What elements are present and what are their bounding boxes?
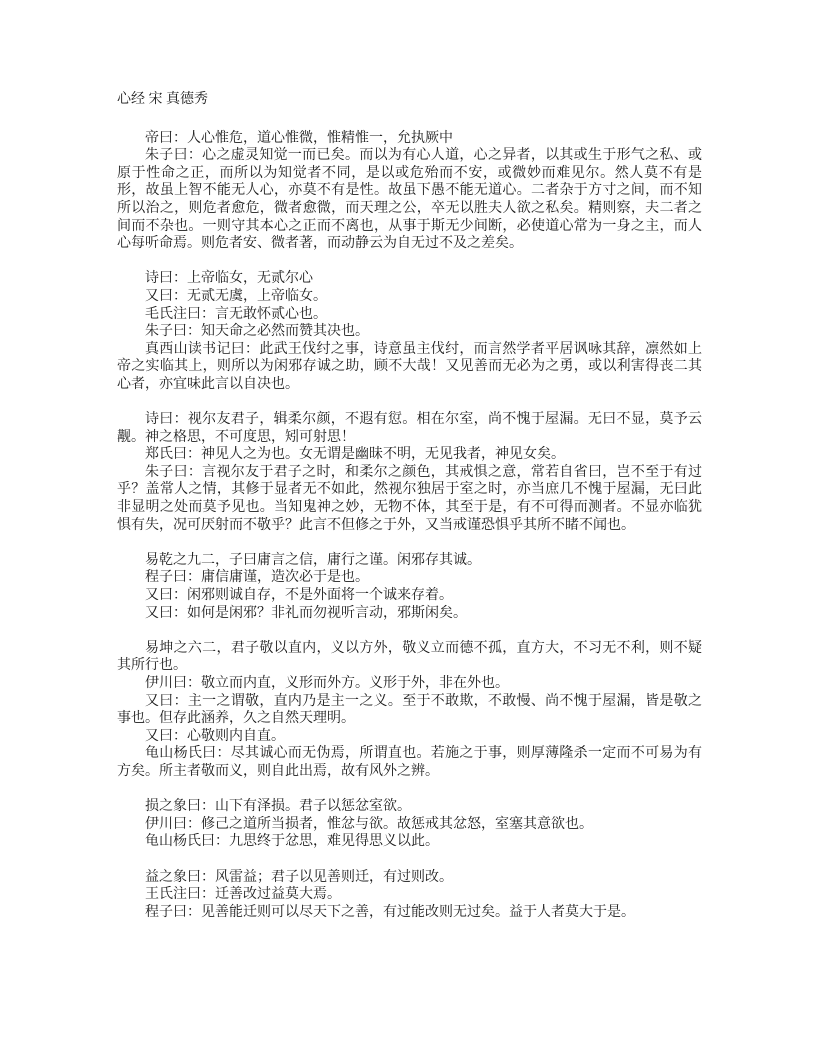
paragraph: 又曰：心敬则内自直。 — [145, 728, 285, 744]
paragraph: 郑氏曰：神见人之为也。女无谓是幽昧不明，无见我者，神见女矣。 — [145, 447, 565, 463]
paragraph: 诗曰：视尔友君子，辑柔尔颜，不遐有愆。相在尔室，尚不愧于屋漏。无曰不显，莫予云觏。神之格思，不可度思，矧可射思！ — [117, 412, 702, 445]
document-title: 心经 宋 真德秀 — [117, 92, 208, 107]
paragraph: 程子曰：见善能迁则可以尽天下之善，有过能改则无过矣。益于人者莫大于是。 — [145, 904, 635, 920]
paragraph: 又曰：闲邪则诚自存，不是外面将一个诚来存着。 — [145, 588, 453, 604]
paragraph: 益之象曰：风雷益；君子以见善则迁，有过则改。 — [145, 869, 453, 885]
text-section — [117, 640, 702, 781]
paragraph: 龟山杨氏曰：尽其诚心而无伪焉，所谓直也。若施之于事，则厚薄隆杀一定而不可易为有方矣。所主者敬而义，则自此出焉，故有风外之辨。 — [117, 746, 702, 779]
text-section — [117, 411, 702, 534]
paragraph: 又曰：无贰无虞，上帝临女。 — [145, 288, 327, 304]
text-section — [117, 798, 702, 851]
paragraph: 诗曰：上帝临女，无贰尔心 — [145, 271, 313, 287]
text-section — [117, 552, 702, 622]
text-section — [117, 130, 702, 253]
paragraph: 毛氏注曰：言无敢怀贰心也。 — [145, 306, 327, 322]
document-body — [117, 130, 702, 922]
document-content — [117, 91, 702, 921]
paragraph: 损之象曰：山下有泽损。君子以惩忿室欲。 — [145, 799, 411, 815]
paragraph: 王氏注曰：迁善改过益莫大焉。 — [145, 887, 341, 903]
paragraph: 又曰：主一之谓敬，直内乃是主一之义。至于不敢欺，不敢慢、尚不愧于屋漏，皆是敬之事也。但存此涵养，久之自然天理明。 — [117, 693, 702, 727]
paragraph: 龟山杨氏曰：九思终于忿思，难见得思义以此。 — [145, 834, 439, 850]
paragraph: 易坤之六二，君子敬以直内，义以方外，敬义立而德不孤，直方大，不习无不利，则不疑其所行也。 — [117, 640, 702, 674]
paragraph: 帝曰：人心惟危，道心惟微，惟精惟一，允执厥中 — [145, 130, 453, 146]
paragraph: 又曰：如何是闲邪？非礼而勿视听言动，邪斯闲矣。 — [145, 605, 467, 621]
paragraph: 程子曰：庸信庸谨，造次必于是也。 — [145, 570, 369, 586]
paragraph: 伊川曰：修己之道所当损者，惟忿与欲。故惩戒其忿怒，室塞其意欲也。 — [145, 816, 593, 832]
paragraph: 朱子曰：心之虚灵知觉一而已矣。而以为有心人道，心之异者，以其或生于形气之私、或原于性命之正，而所以为知觉者不同，是以或危殆而不安，或微妙而难见尔。然人莫不有是形，故虽上智不能无人心，亦莫不有是性。故虽下愚不能无道心。二者杂于方寸之间，而不知所以治之，则危者愈危，微者愈微，而天理之公，卒无以胜夫人欲之私矣。精则察，夫二者之间而不杂也。一则守其本心之正而不离也，从事于斯无少间断，必使道心常为一身之主，而人心每听命焉。则危者安、微者著，而动静云为自无过不及之差矣。 — [117, 148, 702, 252]
paragraph: 朱子曰：知天命之必然而赞其决也。 — [145, 324, 369, 340]
text-section — [117, 270, 702, 393]
paragraph: 真西山读书记曰：此武王伐纣之事，诗意虽主伐纣，而言然学者平居讽咏其辞，凛然如上帝之实临其上，则所以为闲邪存诚之助，顾不大哉！又见善而无必为之勇，或以利害得丧二其心者，亦宜味此言以自决也。 — [117, 341, 702, 392]
paragraph: 易乾之九二，子曰庸言之信，庸行之谨。闲邪存其诚。 — [145, 552, 481, 568]
paragraph: 朱子曰：言视尔友于君子之时，和柔尔之颜色，其戒惧之意，常若自省曰，岂不至于有过乎？盖常人之情，其修于显者无不如此，然视尔独居于室之时，亦当庶几不愧于屋漏，无曰此非显明之处而莫予见也。当知鬼神之妙，无物不体，其至于是，有不可得而测者。不显亦临犹惧有失，况可厌射而不敬乎？此言不但修之于外，又当戒谨恐惧乎其所不睹不闻也。 — [117, 464, 702, 533]
paragraph: 伊川曰：敬立而内直，义形而外方。义形于外，非在外也。 — [145, 676, 509, 691]
text-section — [117, 869, 702, 922]
